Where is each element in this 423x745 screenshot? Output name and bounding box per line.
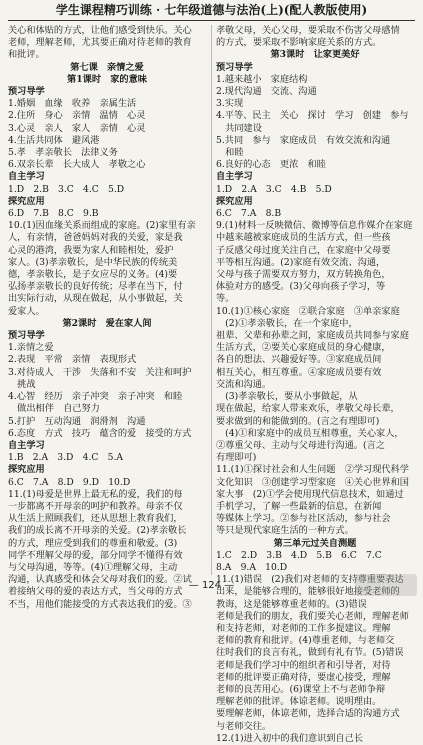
answer-line: 等媒体上学习。②参与社区活动，参与社会 — [216, 513, 391, 525]
answer-line: 弘扬孝亲敬长的良好传统；尽孝在当下，付 — [8, 281, 183, 293]
answer-line: 等。 — [216, 293, 235, 305]
answer-line: 家大事 (2)①学会使用现代信息技术，如通过 — [216, 488, 404, 500]
answer-line: 生活方式，②要关心家庭成员的身心健康， — [216, 342, 391, 354]
answer-line: 3.心灵 亲人 家人 亲情 心灵 — [8, 122, 146, 134]
answer-line: (3)孝亲敬长，要从小事做起，从 — [216, 391, 358, 403]
answer-line: 等只是现代家庭生活的一种方式。 — [216, 525, 354, 537]
answer-line: 与老师交往。 — [216, 720, 272, 732]
answer-line: (2)①孝亲敬长，在一个家庭中， — [216, 317, 358, 329]
answer-line: 10.(1)因血缘关系而组成的家庭。(2)家里有亲 — [8, 220, 196, 232]
answer-line: 3.对待成人 干涉 失落和不安 关注和呵护 — [8, 366, 192, 378]
answer-line: 平等相互沟通。(2)家庭有效交流、沟通， — [216, 256, 386, 268]
answer-line: 交流和沟通。 — [216, 378, 272, 390]
answer-line: 做出相伴 自己努力 — [8, 403, 100, 415]
answer-line: 4.平等、民主 关心 探讨 学习 创建 参与 — [216, 110, 409, 122]
answer-line: 手机学习，了解一些最新的信息，在新闻 — [216, 500, 382, 512]
answer-line: 1.B 2.A 3.D 4.C 5.A — [8, 452, 123, 464]
section-label: 自主学习 — [216, 171, 253, 183]
answer-line: 要理解老师，体谅老师，选择合适的沟通方式 — [216, 708, 400, 720]
answer-line: 爱家人。 — [8, 305, 45, 317]
answer-line: 和睦 — [216, 147, 244, 159]
answer-line: 有理即可) — [216, 452, 257, 464]
answer-line: 6.C 7.A 8.B — [216, 208, 282, 220]
answer-line: 相互关心，相互尊重。④家庭成员要有效 — [216, 366, 382, 378]
answer-line: 老师，理解老师，尤其要正确对待老师的教育 — [8, 37, 192, 49]
answer-line: 2.现代沟通 交流、沟通 — [216, 86, 317, 98]
answer-line: 2.表现 平常 亲情 表现形式 — [8, 354, 137, 366]
answer-line: 出来，是能够合理的，能够很好地接受老师的 — [216, 586, 400, 598]
answer-line: 老师是我们学习中的组织者和引导者，对待 — [216, 659, 391, 671]
lesson-heading: 第1课时 家的意味 — [67, 73, 147, 85]
page-header: 学生课程精巧训练 · 七年级道德与法治(上)(配人教版使用) — [55, 3, 368, 17]
answer-line: 体验对方的感受。(3)父母向孩子学习，等 — [216, 281, 386, 293]
answer-line: 孝敬父母，关心父母，要采取不伤害父母感情 — [216, 25, 400, 36]
section-label: 探究应用 — [216, 195, 253, 207]
answer-line: 6.D 7.B 8.C 9.B — [8, 208, 99, 220]
answer-line: 心灵的港湾，我要为家人和睦相处，爱护 — [8, 244, 174, 256]
answer-line: 沟通，认真感受和体会父母对我们的爱。②试 — [8, 574, 192, 586]
answer-line: 教诲，这是能够尊重老师的。(3)错误 — [216, 598, 367, 610]
answer-line: 1.D 2.B 3.C 4.C 5.D — [8, 183, 125, 195]
answer-line: 老师的教育和批评。(4)尊重老师，与老师交 — [216, 635, 395, 647]
answer-line: 人，有亲情，爸爸妈妈对我的关爱，家是我 — [8, 232, 183, 244]
answer-line: 4.心智 经历 亲子冲突 亲子冲突 和睦 — [8, 391, 183, 403]
section-label: 探究应用 — [8, 464, 45, 476]
section-label: 预习导学 — [8, 330, 45, 342]
answer-line: 现在做起，给家人带来欢乐，孝敬父母长辈， — [216, 403, 400, 415]
answer-line: 与父母沟通，等等。(4)①理解父母，主动 — [8, 561, 178, 573]
answer-line: 11.(1)错误 (2)我们对老师的支持尊重要表达 — [216, 574, 404, 586]
answer-line: 理解老师的批评。体谅老师。说明理由。 — [216, 696, 382, 708]
answer-line: 11.(1)母爱是世界上最无私的爱，我们的每 — [8, 488, 183, 500]
answer-line: 祖辈、父辈和孙辈之间，家庭成员共同参与家庭 — [216, 330, 409, 342]
lesson-heading: 第3课时 让家更美好 — [270, 49, 360, 61]
answer-line: 德，孝亲敬长，是子女应尽的义务。(4)要 — [8, 269, 178, 281]
answer-line: 要求做到的和能做到的。(言之有理即可) — [216, 415, 380, 427]
answer-line: 11.(1)①探讨社会和人生问题 ②学习现代科学 — [216, 464, 409, 476]
answer-line: 5.孝 孝亲敬长 法律义务 — [8, 147, 118, 159]
answer-line: 挑战 — [8, 378, 36, 390]
section-label: 预习导学 — [8, 86, 45, 98]
answer-line: 从生活上照顾我们，还从思想上教育我们， — [8, 513, 183, 525]
answer-line: 12.(1)进入初中的我们意识到自己长 — [216, 732, 364, 744]
answer-line: 不当，用他们能接受的方式表达我们的爱。③ — [8, 598, 192, 610]
section-label: 预习导学 — [216, 61, 253, 73]
answer-line: 中越来越被家庭成员的生活方式，但一些孩 — [216, 232, 391, 244]
answer-line: 和支持老师，对老师的工作多提建议。理解 — [216, 622, 391, 634]
answer-line: 着接纳父母的爱的表达方式，当父母的方式 — [8, 586, 183, 598]
answer-line: 我们的成长离不开母亲的关爱。(2)孝亲敬长 — [8, 525, 187, 537]
answer-line: ②尊重父母、主动与父母进行沟通。(言之 — [216, 439, 385, 451]
header-rule — [8, 20, 415, 21]
lesson-heading: 第2课时 爱在家人间 — [62, 317, 152, 329]
answer-line: 3.实现 — [216, 98, 244, 110]
page-number: — 124 — — [188, 580, 235, 591]
section-label: 自主学习 — [8, 171, 45, 183]
answer-line: 老师的良苦用心。(6)课堂上不与老师争辩 — [216, 683, 386, 695]
answer-line: 1.C 2.D 3.B 4.D 5.B 6.C 7.C — [216, 549, 382, 561]
answer-line: 1.D 2.A 3.C 4.B 5.D — [216, 183, 332, 195]
lesson-heading: 第三单元过关自测题 — [273, 537, 357, 549]
answer-line: 的方式，要采取不影响家庭关系的方式。 — [216, 37, 382, 49]
answer-line: 5.共同 参与 家庭成员 有效交流和沟通 — [216, 134, 391, 146]
answer-line: 6.双亲长辈 长大成人 孝敬之心 — [8, 159, 146, 171]
section-label: 自主学习 — [8, 439, 45, 451]
answer-line: 往时我们的良言有礼，做到有礼有节。(5)错误 — [216, 647, 404, 659]
answer-line: 关心和体贴的方式，让他们感受到快乐。关心 — [8, 25, 192, 36]
right-column — [216, 25, 414, 745]
answer-line: (4)①和家庭中的成员互相尊重，关心家人， — [216, 427, 404, 439]
answer-line: 9.(1)材料一反映微信、微博等信息作媒介在家庭 — [216, 220, 413, 232]
answer-line: 1.婚姻 血缘 收养 亲属生活 — [8, 98, 137, 110]
column-divider — [211, 25, 212, 575]
left-column — [8, 25, 206, 611]
answer-line: 8.A 9.A 10.D — [216, 561, 288, 573]
answer-line: 子反感父母过度关注自己，在家庭中父母要 — [216, 244, 391, 256]
answer-line: 10.(1)①核心家庭 ②联合家庭 ③单亲家庭 — [216, 305, 400, 317]
answer-line: 的方式，理应受到我们的尊重和敬爱。(3) — [8, 537, 178, 549]
answer-line: 家人。(3)孝亲敬长，是中华民族的传统美 — [8, 256, 178, 268]
answer-line: 父母与孩子需要双方努力，双方转换角色， — [216, 269, 391, 281]
lesson-heading: 第七课 亲情之爱 — [70, 61, 144, 73]
answer-line: 出实际行动，从现在做起，从小事做起，关 — [8, 293, 183, 305]
answer-line: 5.打护 互动沟通 润滑剂 沟通 — [8, 415, 146, 427]
answer-line: 4.生活共同体 避风港 — [8, 134, 100, 146]
answer-line: 老师是我们的朋友，我们要关心老师，理解老师 — [216, 610, 409, 622]
answer-line: 1.亲情之爱 — [8, 342, 54, 354]
answer-line: 各自的想法、兴趣爱好等。③家庭成员间 — [216, 354, 382, 366]
answer-line: 文化知识 ③创建学习型家庭 ④关心世界和国 — [216, 476, 409, 488]
section-label: 探究应用 — [8, 195, 45, 207]
watermark-logo — [355, 574, 417, 596]
answer-line: 一步都离不开母亲的呵护和教养。母亲不仅 — [8, 500, 183, 512]
answer-line: 同学不理解父母的爱，部分同学不懂得有效 — [8, 549, 183, 561]
answer-line: 2.住所 身心 亲情 温情 心灵 — [8, 110, 146, 122]
answer-line: 6.良好的心态 更浓 和睦 — [216, 159, 326, 171]
answer-line: 和批评。 — [8, 49, 45, 61]
answer-line: 6.C 7.A 8.D 9.D 10.D — [8, 476, 131, 488]
answer-line: 1.越来越小 家庭结构 — [216, 73, 308, 85]
answer-line: 共同建设 — [216, 122, 262, 134]
answer-line: 老师的批评要正确对待，要虚心接受，理解 — [216, 671, 391, 683]
answer-line: 6.态度 方式 技巧 蕴含的爱 接受的方式 — [8, 427, 192, 439]
